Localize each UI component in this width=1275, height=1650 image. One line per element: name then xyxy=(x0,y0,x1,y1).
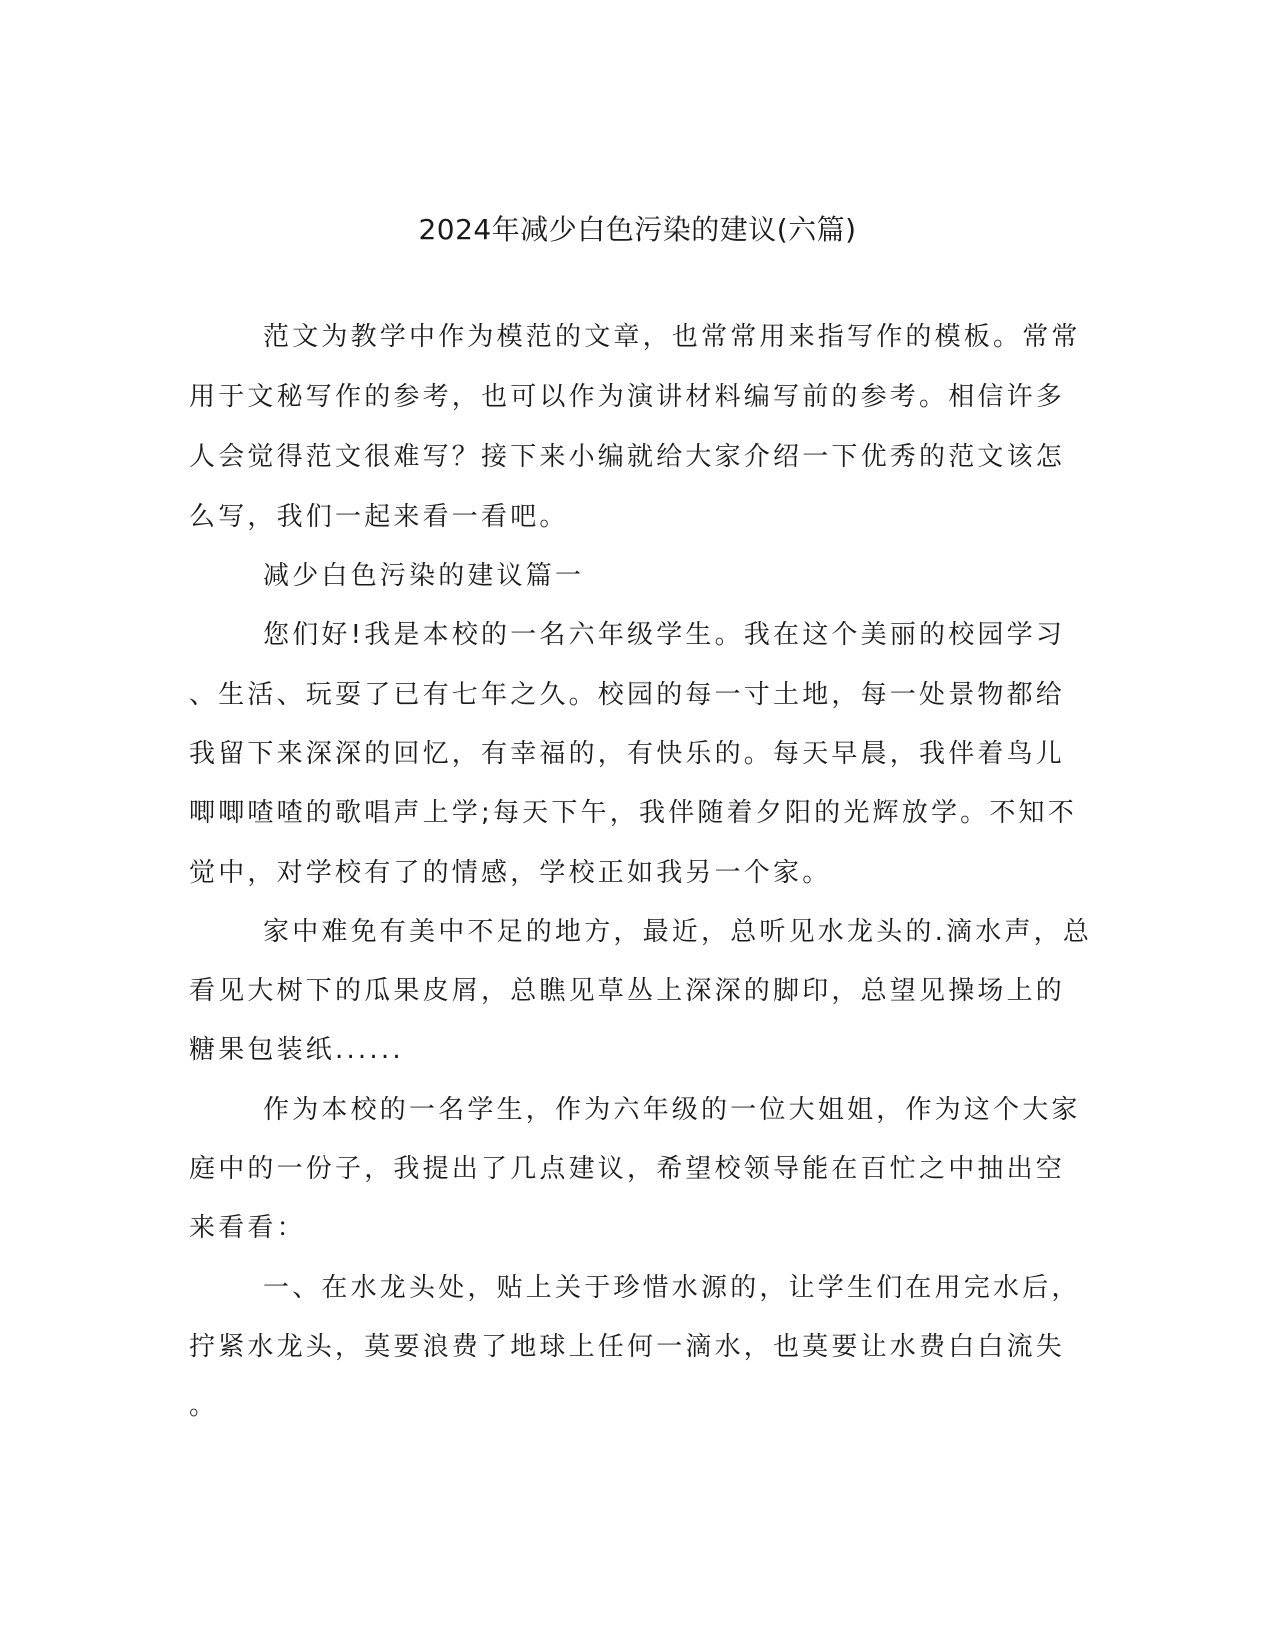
paragraph-line: 家中难免有美中不足的地方，最近，总听见水龙头的.滴水声，总 xyxy=(263,917,1093,947)
paragraph-line: 唧唧喳喳的歌唱声上学;每天下午，我伴随着夕阳的光辉放学。不知不 xyxy=(189,798,1077,828)
document-title: 2024年减少白色污染的建议(六篇) xyxy=(418,213,857,246)
paragraph-line: 糖果包装纸...... xyxy=(189,1035,404,1065)
paragraph-line: 庭中的一份子，我提出了几点建议，希望校领导能在百忙之中抽出空 xyxy=(189,1154,1066,1184)
paragraph-line: 么写，我们一起来看一看吧。 xyxy=(189,502,569,532)
paragraph-line: 觉中，对学校有了的情感，学校正如我另一个家。 xyxy=(189,858,832,888)
paragraph-line: 、生活、玩耍了已有七年之久。校园的每一寸土地，每一处景物都给 xyxy=(189,680,1066,710)
paragraph-line: 来看看： xyxy=(189,1213,306,1243)
paragraph-line: 拧紧水龙头，莫要浪费了地球上任何一滴水，也莫要让水费白白流失 xyxy=(189,1332,1066,1362)
paragraph-line: 范文为教学中作为模范的文章，也常常用来指写作的模板。常常 xyxy=(263,322,1081,352)
paragraph-line: 一、在水龙头处，贴上关于珍惜水源的，让学生们在用完水后， xyxy=(263,1273,1081,1303)
paragraph-line: 看见大树下的瓜果皮屑，总瞧见草丛上深深的脚印，总望见操场上的 xyxy=(189,976,1066,1006)
paragraph-line: 我留下来深深的回忆，有幸福的，有快乐的。每天早晨，我伴着鸟儿 xyxy=(189,739,1066,769)
paragraph-line: 。 xyxy=(189,1391,219,1421)
paragraph-line: 人会觉得范文很难写？接下来小编就给大家介绍一下优秀的范文该怎 xyxy=(189,442,1066,472)
section-heading: 减少白色污染的建议篇一 xyxy=(263,561,585,591)
paragraph-line: 用于文秘写作的参考，也可以作为演讲材料编写前的参考。相信许多 xyxy=(189,382,1066,412)
paragraph-line: 您们好!我是本校的一名六年级学生。我在这个美丽的校园学习 xyxy=(263,620,1066,650)
paragraph-line: 作为本校的一名学生，作为六年级的一位大姐姐，作为这个大家 xyxy=(263,1095,1081,1125)
